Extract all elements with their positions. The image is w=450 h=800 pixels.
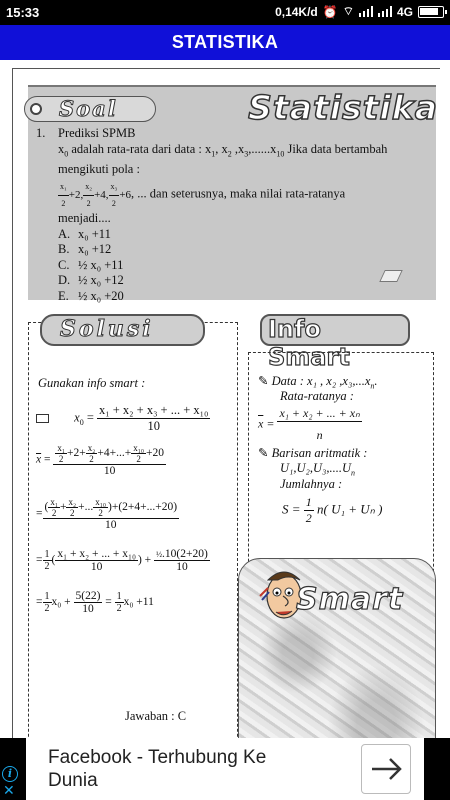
solusi-intro: Gunakan info smart :	[38, 376, 146, 390]
bullet-icon	[30, 103, 42, 115]
solusi-step-1: $x_0$ = $\frac{\text{x₁ + x₂ + x₃ + ... + x₁₀}}{10}$	[36, 403, 210, 434]
wifi-icon: ⌔	[342, 4, 354, 18]
pencil-icon-2: ✎	[258, 446, 269, 460]
status-bar	[0, 0, 450, 25]
info-rata-label: Rata-ratanya :	[280, 389, 354, 403]
network-type: 4G	[396, 4, 413, 19]
ad-banner[interactable]	[0, 738, 450, 800]
question-line-3: $\frac{\text{x₁}}{2}$ +2, $\frac{\text{x₂}}{2}$ +4, $\frac{\text{x₃}}{2}$ +6, ... dan seterusnya, maka nilai rata-ratanya	[58, 179, 431, 211]
option-c[interactable]: C. ½ x₀ +11	[58, 257, 124, 272]
option-e[interactable]: E. ½ x₀ +20	[58, 288, 124, 303]
ad-open-button[interactable]	[361, 744, 411, 794]
content-area[interactable]	[0, 60, 450, 738]
option-a[interactable]: A. x₀ +11	[58, 226, 111, 241]
info-jumlah-formula: S = $\frac{1}{2}$ n( U₁ + Uₙ )	[282, 495, 383, 525]
solusi-step-5: = $\frac{1}{2}$ x₀ + $\frac{5(22)}{10}$ = $\frac{1}{2}$ x₀ +11	[36, 590, 154, 615]
info-data: ✎ Data : x₁ , x₂ $,x_3,...x_n$.	[258, 374, 378, 391]
question-line-2: mengikuti pola :	[58, 161, 140, 176]
solusi-step-2: $\overline{x}$ = $\frac{\text{x₁}}{2}$ +2+ $\frac{\text{x₂}}{2}$ +4+...+ $\frac{\text{x₁₀}}{2}$ +20 10	[36, 443, 164, 477]
network-speed: 0,14K/d	[275, 4, 318, 19]
app-bar	[0, 25, 450, 60]
battery-icon	[418, 6, 444, 18]
soal-question	[36, 126, 431, 304]
signal-icon-2	[378, 6, 392, 17]
info-smart-tab-label: Info Smart	[268, 315, 350, 371]
question-heading: Prediksi SPMB	[58, 126, 136, 140]
info-rata-formula: $\overline{x}$ = $\frac{\text{x₁ + x₂ + ... + xₙ}}{n}$	[258, 406, 360, 442]
option-b[interactable]: B. x₀ +12	[58, 242, 112, 256]
statistika-title-art: Statistika	[248, 88, 438, 127]
smart-title-art: Smart	[296, 582, 404, 617]
options-list	[58, 227, 431, 305]
solusi-step-4: = $\frac{1}{2}$ ( $\frac{\text{x₁ + x₂ + ... + x₁₀}}{10}$ ) + $\frac{\text{½.10(2+20)}}{10}$	[36, 548, 208, 573]
soal-tab-label: Soal	[59, 96, 118, 121]
signal-icon-1	[359, 6, 373, 17]
info-smart-tab	[260, 314, 410, 371]
folder-icon	[36, 414, 49, 423]
page-title: STATISTIKA	[171, 32, 279, 52]
solusi-tab	[40, 314, 205, 346]
solusi-tab-label: Solusi	[60, 316, 154, 342]
ad-text[interactable]: Facebook - Terhubung Ke Dunia	[48, 747, 267, 791]
info-jumlah-label: Jumlahnya :	[280, 477, 343, 491]
question-number: 1.	[36, 126, 46, 140]
solusi-answer: Jawaban : C	[125, 709, 187, 723]
ad-close-icon[interactable]: ✕	[3, 783, 15, 799]
status-time: 15:33	[6, 5, 40, 20]
ad-info-icon[interactable]: i	[2, 766, 18, 782]
alarm-icon: ⏰	[322, 4, 338, 19]
info-barisan-seq: $U_1,U_2,U_3,....U_n$	[280, 461, 356, 478]
question-line-1: $x_0$ adalah rata-rata dari data : $x_1$, $x_2$ $,x_3,......x_{10}$ Jika data bertambah	[58, 141, 388, 158]
arrow-right-icon	[362, 745, 410, 793]
pencil-icon: ✎	[258, 374, 269, 388]
ad-content[interactable]	[26, 738, 424, 800]
soal-tab	[24, 96, 156, 122]
info-barisan: ✎ Barisan aritmatik :	[258, 446, 368, 460]
solusi-step-3: = ( $\frac{\text{x₁}}{2}$ + $\frac{\text{x₂}}{2}$ +... $\frac{\text{x₁₀}}{2}$ )+(2+4+...+20) 10	[36, 497, 178, 531]
status-icons	[275, 4, 444, 19]
question-line-4: menjadi....	[58, 211, 111, 225]
option-d[interactable]: D. ½ x₀ +12	[58, 273, 124, 287]
